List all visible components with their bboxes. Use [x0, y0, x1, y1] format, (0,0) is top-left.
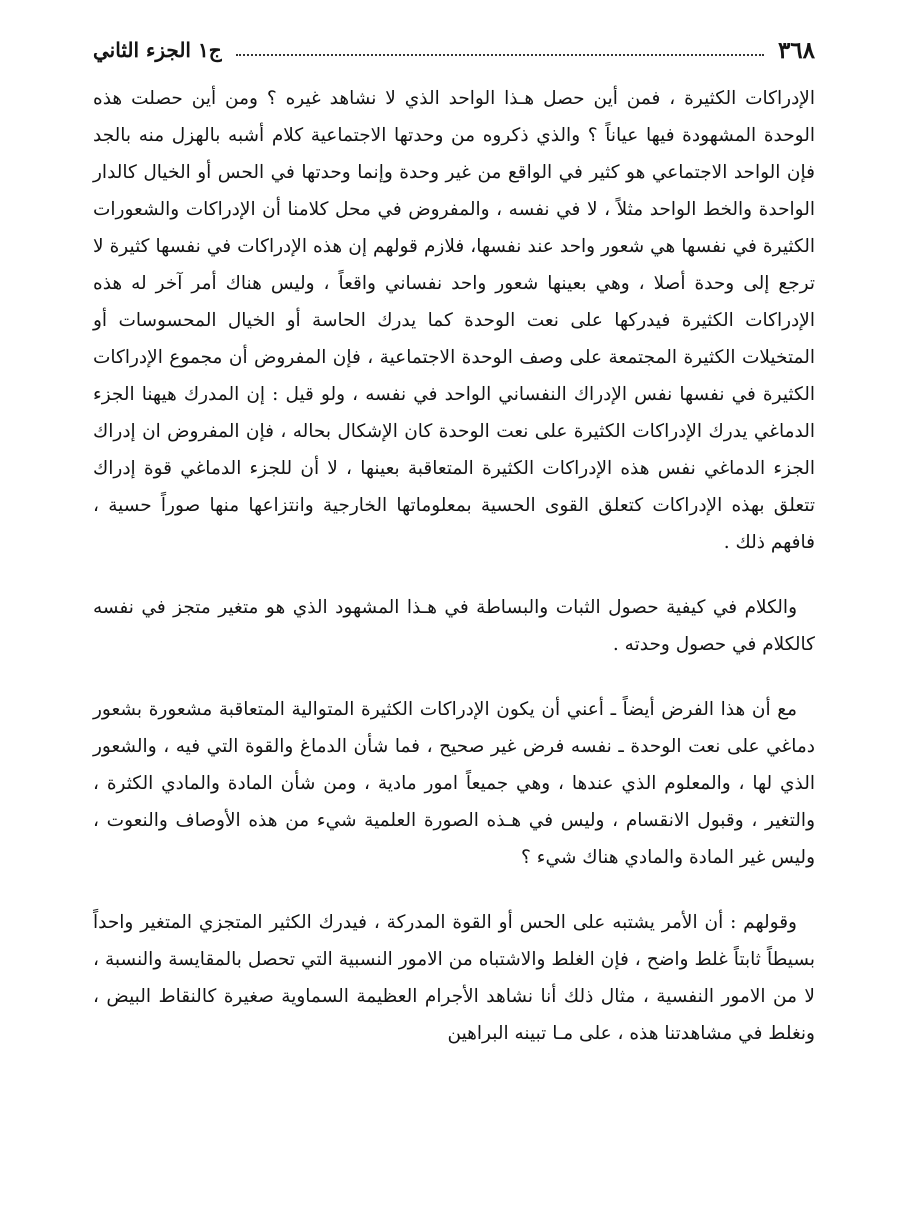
header-dotted-rule — [236, 54, 764, 56]
page-number: ٣٦٨ — [777, 36, 815, 64]
paragraph-1: الإدراكات الكثيرة ، فمن أين حصل هـذا الواحد الذي لا نشاهد غيره ؟ ومن أين حصلت هذه الوحدة المشهودة فيها عياناً ؟ والذي ذكروه من وحدتها الاجتماعية كلام أشبه بالهزل منه بالجد فإن الواحد الاجتماعي هو كثير في الواقع من غير وحدة وإنما وحدتها في الحس أو الخيال كالدار الواحدة والخط الواحد مثلاً ، لا في نفسه ، والمفروض في محل كلامنا أن الإدراكات والشعورات الكثيرة في نفسها هي شعور واحد عند نفسها، فلازم قولهم إن هذه الإدراكات في نفسها كثيرة لا ترجع إلى وحدة أصلا ، وهي بعينها شعور واحد نفساني واقعاً ، وليس هناك أمر آخر له هذه الإدراكات الكثيرة فيدركها على نعت الوحدة كما يدرك الحاسة أو الخيال المحسوسات أو المتخيلات الكثيرة المجتمعة على وصف الوحدة الاجتماعية ، فإن المفروض أن مجموع الإدراكات الكثيرة في نفسها نفس الإدراك النفساني الواحد في نفسه ، ولو قيل : إن المدرك هيهنا الجزء الدماغي يدرك الإدراكات الكثيرة على نعت الوحدة كان الإشكال بحاله ، فإن المفروض ان إدراك الجزء الدماغي نفس هذه الإدراكات الكثيرة المتعاقبة بعينها ، لا أن للجزء الدماغي قوة إدراك تتعلق بهذه الإدراكات كتعلق القوى الحسية بمعلوماتها الخارجية وانتزاعها منها صوراً حسية ، فافهم ذلك . — [93, 88, 816, 553]
paragraph-2: والكلام في كيفية حصول الثبات والبساطة في هـذا المشهود الذي هو متغير متجز في نفسه كالكلام في حصول وحدته . — [93, 597, 815, 655]
page-header — [93, 30, 815, 70]
paragraph-3: مع أن هذا الفرض أيضاً ـ أعني أن يكون الإدراكات الكثيرة المتوالية المتعاقبة مشعورة بشعور دماغي على نعت الوحدة ـ نفسه فرض غير صحيح ، فما شأن الدماغ والقوة التي فيه ، والشعور الذي لها ، والمعلوم الذي عندها ، وهي جميعاً امور مادية ، ومن شأن المادة والمادي الكثرة ، والتغير ، وقبول الانقسام ، وليس في هـذه الصورة العلمية شيء من هذه الأوصاف والنعوت ، وليس غير المادة والمادي هناك شيء ؟ — [93, 699, 815, 868]
paragraph-4: وقولهم : أن الأمر يشتبه على الحس أو القوة المدركة ، فيدرك الكثير المتجزي المتغير واحداً بسيطاً ثابتاً غلط واضح ، فإن الغلط والاشتباه من الامور النسبية التي تحصل بالمقايسة والنسبة ، لا من الامور النفسية ، مثال ذلك أنا نشاهد الأجرام العظيمة السماوية صغيرة كالنقاط البيض ، ونغلط في مشاهدتنا هذه ، على مـا تبينه البراهين — [93, 912, 815, 1044]
body-text — [93, 80, 815, 1052]
running-head: ج١ الجزء الثاني — [93, 38, 222, 62]
